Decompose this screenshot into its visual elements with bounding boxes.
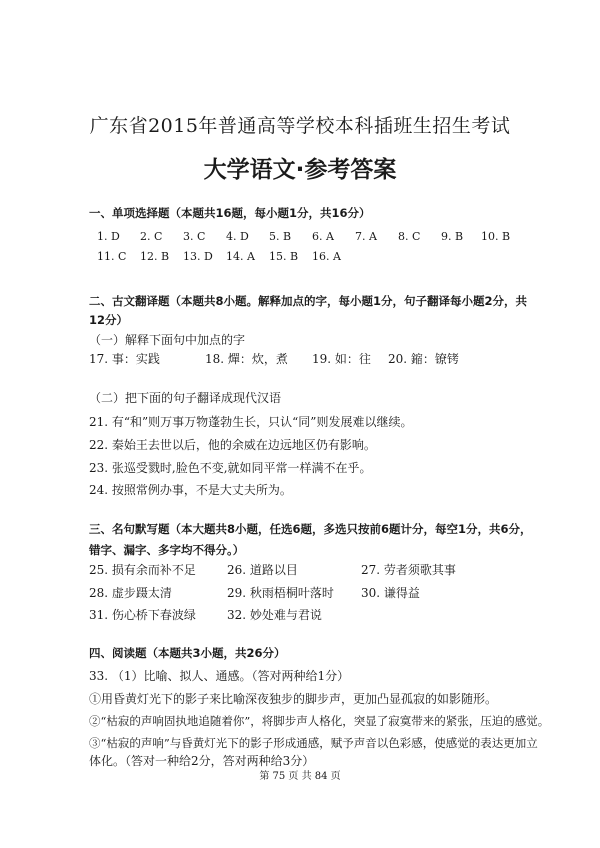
- answer-33-point-3-cont: 体化。（答对一种给2分，答对两种给3分）: [89, 754, 315, 768]
- answer-31: 31. 伤心桥下春波绿: [89, 608, 196, 622]
- answer-18: 18. 燀：炊，煮: [205, 352, 288, 366]
- answer-23: 23. 张巡受戮时,脸色不变,就如同平常一样满不在乎。: [89, 461, 372, 475]
- document-subtitle: 大学语文·参考答案: [203, 157, 397, 183]
- answer-33-point-2: ②“枯寂的声响固执地追随着你”，将脚步声人格化，突显了寂寞带来的紧张，压迫的感觉。: [89, 714, 550, 728]
- section-3-heading-cont: 错字、漏字、多字均不得分。）: [89, 543, 245, 557]
- answer-15: 15. B: [269, 250, 299, 263]
- answer-26: 26. 道路以目: [227, 563, 298, 577]
- answer-2: 2. C: [140, 230, 163, 243]
- answer-4: 4. D: [226, 230, 249, 243]
- answer-33-point-3: ③“枯寂的声响”与昏黄灯光下的影子形成通感，赋予声音以色彩感，使感觉的表达更加立: [89, 736, 538, 750]
- section-3-heading: 三、名句默写题（本大题共8小题，任选6题，多选只按前6题计分，每空1分，共6分，: [89, 522, 532, 536]
- answer-21: 21. 有“和”则万事万物蓬勃生长，只认“同”则发展难以继续。: [89, 415, 413, 429]
- answer-7: 7. A: [355, 230, 377, 243]
- answer-1: 1. D: [97, 230, 120, 243]
- answer-17: 17. 事：实践: [89, 352, 160, 366]
- answer-10: 10. B: [481, 230, 511, 243]
- answer-8: 8. C: [398, 230, 421, 243]
- answer-30: 30. 谦得益: [361, 586, 420, 600]
- answer-24: 24. 按照常例办事，不是大丈夫所为。: [89, 483, 292, 497]
- answer-29: 29. 秋雨梧桐叶落时: [227, 586, 334, 600]
- answer-27: 27. 劳者须歌其事: [361, 563, 456, 577]
- answer-13: 13. D: [183, 250, 213, 263]
- answer-19: 19. 如：往: [312, 352, 371, 366]
- section-2-part-2: （二）把下面的句子翻译成现代汉语: [89, 391, 282, 405]
- answer-5: 5. B: [269, 230, 292, 243]
- document-title: 广东省2015年普通高等学校本科插班生招生考试: [89, 115, 511, 137]
- answer-9: 9. B: [441, 230, 464, 243]
- section-4-heading: 四、阅读题（本题共3小题，共26分）: [89, 646, 286, 660]
- answer-16: 16. A: [312, 250, 341, 263]
- page-number: 第 75 页 共 84 页: [259, 771, 341, 782]
- answer-32: 32. 妙处难与君说: [227, 608, 322, 622]
- answer-28: 28. 虚步蹑太清: [89, 586, 172, 600]
- answer-25: 25. 损有余而补不足: [89, 563, 196, 577]
- answer-33-point-1: ①用昏黄灯光下的影子来比喻深夜独步的脚步声，更加凸显孤寂的如影随形。: [89, 692, 498, 706]
- answer-12: 12. B: [140, 250, 170, 263]
- answer-20: 20. 鏥：镣铐: [388, 352, 459, 366]
- section-2-heading: 二、古文翻译题（本题共8小题。解释加点的字，每小题1分，句子翻译每小题2分，共: [89, 294, 528, 308]
- answer-22: 22. 秦始王去世以后，他的余威在边远地区仍有影响。: [89, 438, 376, 452]
- section-2-heading-cont: 12分）: [89, 313, 129, 327]
- section-1-heading: 一、单项选择题（本题共16题，每小题1分，共16分）: [89, 206, 371, 220]
- answer-6: 6. A: [312, 230, 334, 243]
- answer-11: 11. C: [97, 250, 127, 263]
- answer-3: 3. C: [183, 230, 206, 243]
- section-2-part-1: （一）解释下面句中加点的字: [89, 333, 246, 347]
- answer-33: 33. （1）比喻、拟人、通感。（答对两种给1分）: [89, 669, 350, 683]
- answer-14: 14. A: [226, 250, 255, 263]
